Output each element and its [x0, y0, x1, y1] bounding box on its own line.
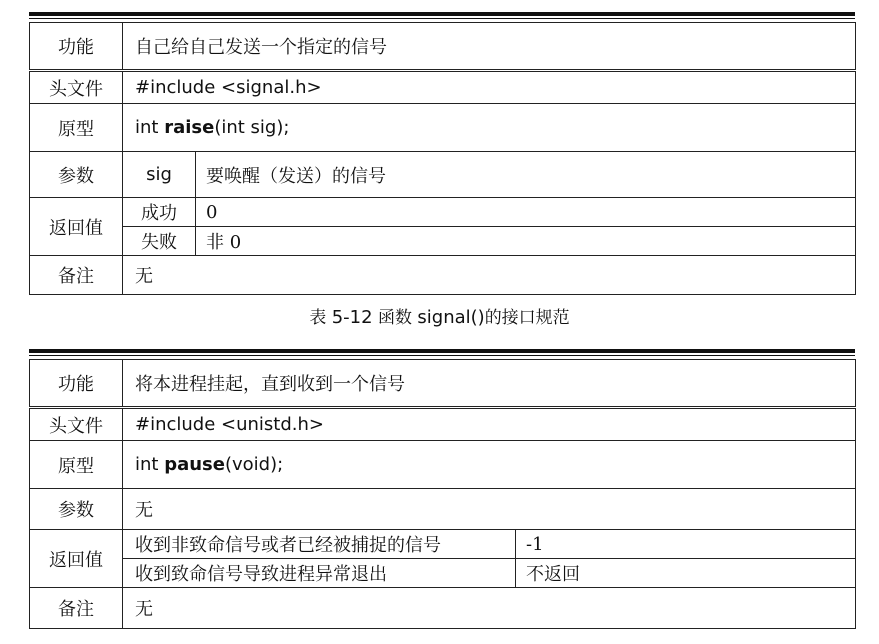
t2-ret-row1: 收到非致命信号或者已经被捕捉的信号	[123, 530, 516, 559]
table2-top-rule	[29, 349, 855, 356]
t2-proto-name: pause	[164, 454, 225, 475]
caption-number: 5-12	[331, 307, 373, 328]
t1-note-label: 备注	[30, 256, 123, 295]
t2-proto-prefix: int	[135, 454, 165, 475]
t1-proto-label: 原型	[30, 104, 123, 152]
t1-param-label: 参数	[30, 152, 123, 198]
t2-ret-row2: 收到致命信号导致进程异常退出	[123, 559, 516, 588]
t2-param-label: 参数	[30, 489, 123, 530]
t1-proto-value	[123, 104, 856, 152]
t1-ret-fail: 失败	[123, 227, 196, 256]
t1-proto-prefix: int	[135, 117, 165, 138]
table2-pause-spec	[29, 359, 856, 629]
t1-param-name: sig	[123, 152, 196, 198]
t1-ret-fail-val: 非 0	[196, 227, 856, 256]
table1-raise-spec	[29, 22, 856, 295]
caption-middle: 函数	[372, 308, 418, 328]
t2-param-value: 无	[123, 489, 856, 530]
t2-ret-row1-val: -1	[516, 530, 856, 559]
t1-ret-ok-val: 0	[196, 198, 856, 227]
t1-ret-ok: 成功	[123, 198, 196, 227]
t2-header-label: 头文件	[30, 408, 123, 441]
t2-func-label: 功能	[30, 360, 123, 408]
t2-proto-suffix: (void);	[224, 454, 284, 475]
t1-note-value: 无	[123, 256, 856, 295]
t2-proto-label: 原型	[30, 441, 123, 489]
t1-func-label: 功能	[30, 23, 123, 71]
t2-ret-row2-val: 不返回	[516, 559, 856, 588]
t1-param-desc: 要唤醒（发送）的信号	[196, 152, 856, 198]
t2-header-value: #include <unistd.h>	[123, 408, 856, 441]
t2-note-label: 备注	[30, 588, 123, 629]
caption-prefix: 表	[309, 308, 332, 328]
t1-func-value: 自己给自己发送一个指定的信号	[123, 23, 856, 71]
t2-proto-value	[123, 441, 856, 489]
t1-proto-suffix: (int sig);	[214, 117, 290, 138]
t1-ret-label: 返回值	[30, 198, 123, 256]
t2-func-value: 将本进程挂起，直到收到一个信号	[123, 360, 856, 408]
table-caption	[0, 303, 879, 328]
t1-proto-name: raise	[164, 117, 215, 138]
t2-note-value: 无	[123, 588, 856, 629]
t1-header-value: #include <signal.h>	[123, 71, 856, 104]
t1-header-label: 头文件	[30, 71, 123, 104]
caption-suffix: 的接口规范	[484, 308, 570, 328]
caption-func: signal()	[417, 307, 485, 328]
t2-ret-label: 返回值	[30, 530, 123, 588]
table1-top-rule	[29, 12, 855, 19]
